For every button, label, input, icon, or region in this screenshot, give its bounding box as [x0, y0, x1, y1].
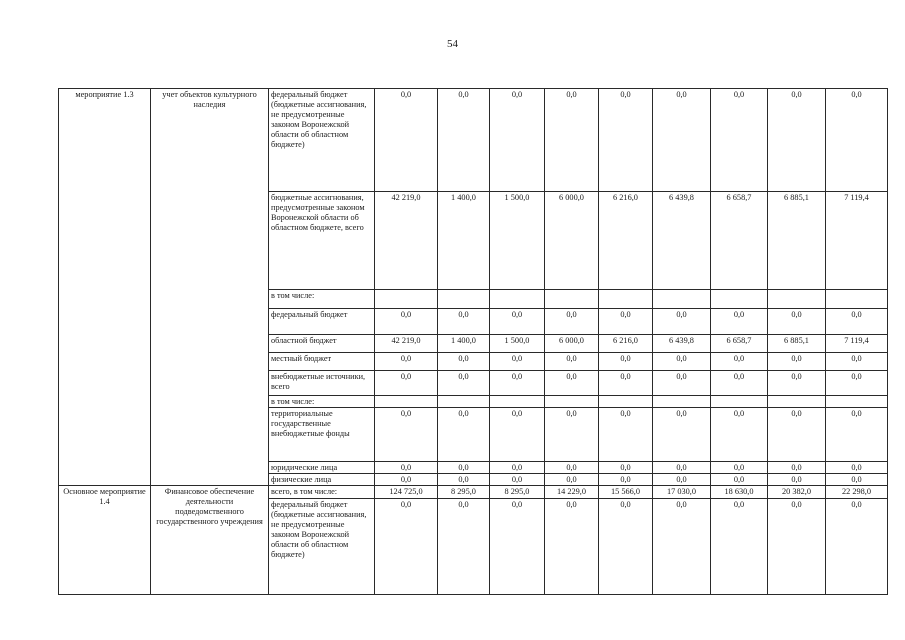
amount-cell	[653, 396, 711, 408]
budget-table-body	[59, 89, 888, 595]
amount-cell: 0,0	[826, 89, 888, 192]
amount-cell: 124 725,0	[375, 486, 438, 499]
amount-cell	[711, 290, 768, 309]
amount-cell: 0,0	[545, 89, 599, 192]
amount-cell: 6 000,0	[545, 335, 599, 353]
amount-cell: 0,0	[490, 474, 545, 486]
amount-cell: 0,0	[375, 474, 438, 486]
amount-cell: 0,0	[438, 462, 490, 474]
amount-cell: 0,0	[711, 462, 768, 474]
amount-cell: 0,0	[653, 408, 711, 462]
amount-cell	[653, 290, 711, 309]
table-row	[59, 89, 888, 192]
amount-cell: 0,0	[545, 474, 599, 486]
funding-source: федеральный бюджет	[269, 309, 375, 335]
amount-cell: 6 000,0	[545, 192, 599, 290]
amount-cell	[711, 396, 768, 408]
amount-cell: 0,0	[438, 353, 490, 371]
amount-cell: 0,0	[711, 474, 768, 486]
amount-cell: 6 658,7	[711, 335, 768, 353]
amount-cell: 0,0	[711, 309, 768, 335]
funding-source: юридические лица	[269, 462, 375, 474]
amount-cell: 0,0	[768, 309, 826, 335]
amount-cell: 0,0	[711, 408, 768, 462]
amount-cell: 0,0	[653, 309, 711, 335]
amount-cell: 0,0	[545, 499, 599, 595]
amount-cell: 0,0	[826, 353, 888, 371]
amount-cell: 0,0	[653, 474, 711, 486]
amount-cell: 0,0	[375, 89, 438, 192]
amount-cell: 0,0	[545, 371, 599, 396]
funding-source: в том числе:	[269, 396, 375, 408]
amount-cell	[826, 290, 888, 309]
amount-cell: 0,0	[545, 408, 599, 462]
amount-cell: 0,0	[768, 89, 826, 192]
amount-cell: 0,0	[653, 371, 711, 396]
amount-cell: 0,0	[375, 408, 438, 462]
amount-cell: 0,0	[599, 89, 653, 192]
measure-code: Основное мероприятие 1.4	[59, 486, 151, 595]
funding-source: в том числе:	[269, 290, 375, 309]
amount-cell: 1 500,0	[490, 335, 545, 353]
amount-cell: 0,0	[490, 499, 545, 595]
amount-cell: 0,0	[711, 353, 768, 371]
table-row	[59, 486, 888, 499]
amount-cell: 0,0	[826, 499, 888, 595]
amount-cell: 6 216,0	[599, 192, 653, 290]
amount-cell: 18 630,0	[711, 486, 768, 499]
amount-cell: 0,0	[490, 353, 545, 371]
amount-cell: 0,0	[768, 371, 826, 396]
amount-cell: 0,0	[711, 371, 768, 396]
amount-cell: 0,0	[826, 462, 888, 474]
amount-cell	[545, 396, 599, 408]
amount-cell: 7 119,4	[826, 192, 888, 290]
amount-cell: 7 119,4	[826, 335, 888, 353]
amount-cell: 42 219,0	[375, 192, 438, 290]
amount-cell: 6 885,1	[768, 335, 826, 353]
amount-cell: 6 216,0	[599, 335, 653, 353]
funding-source: федеральный бюджет (бюджетные ассигнования, не предусмотренные законом Воронежской области об областном бюджете)	[269, 89, 375, 192]
amount-cell: 0,0	[768, 408, 826, 462]
amount-cell: 0,0	[599, 462, 653, 474]
amount-cell: 0,0	[438, 408, 490, 462]
amount-cell: 6 439,8	[653, 335, 711, 353]
amount-cell: 0,0	[826, 371, 888, 396]
amount-cell	[375, 396, 438, 408]
amount-cell: 0,0	[826, 474, 888, 486]
page-number: 54	[447, 38, 458, 50]
amount-cell	[490, 290, 545, 309]
amount-cell: 1 500,0	[490, 192, 545, 290]
amount-cell: 0,0	[768, 499, 826, 595]
amount-cell: 0,0	[490, 462, 545, 474]
amount-cell: 0,0	[599, 371, 653, 396]
amount-cell: 8 295,0	[490, 486, 545, 499]
amount-cell: 0,0	[711, 499, 768, 595]
amount-cell: 0,0	[826, 309, 888, 335]
measure-code: мероприятие 1.3	[59, 89, 151, 486]
amount-cell: 0,0	[438, 474, 490, 486]
funding-source: федеральный бюджет (бюджетные ассигнования, не предусмотренные законом Воронежской области об областном бюджете)	[269, 499, 375, 595]
funding-source: территориальные государственные внебюджетные фонды	[269, 408, 375, 462]
amount-cell	[768, 290, 826, 309]
amount-cell: 0,0	[653, 353, 711, 371]
amount-cell	[490, 396, 545, 408]
amount-cell: 1 400,0	[438, 192, 490, 290]
amount-cell	[768, 396, 826, 408]
amount-cell: 22 298,0	[826, 486, 888, 499]
amount-cell: 0,0	[653, 89, 711, 192]
amount-cell	[599, 290, 653, 309]
budget-table	[58, 88, 888, 595]
amount-cell: 0,0	[438, 89, 490, 192]
funding-source: областной бюджет	[269, 335, 375, 353]
amount-cell: 0,0	[599, 499, 653, 595]
amount-cell: 14 229,0	[545, 486, 599, 499]
amount-cell: 6 439,8	[653, 192, 711, 290]
amount-cell: 0,0	[438, 371, 490, 396]
amount-cell: 0,0	[768, 462, 826, 474]
amount-cell	[375, 290, 438, 309]
funding-source: внебюджетные источники, всего	[269, 371, 375, 396]
measure-name: учет объектов культурного наследия	[151, 89, 269, 486]
amount-cell: 20 382,0	[768, 486, 826, 499]
amount-cell	[545, 290, 599, 309]
amount-cell: 42 219,0	[375, 335, 438, 353]
amount-cell: 1 400,0	[438, 335, 490, 353]
amount-cell	[599, 396, 653, 408]
amount-cell: 0,0	[438, 499, 490, 595]
funding-source: физические лица	[269, 474, 375, 486]
amount-cell: 0,0	[768, 474, 826, 486]
amount-cell	[826, 396, 888, 408]
amount-cell: 0,0	[375, 353, 438, 371]
amount-cell: 0,0	[490, 408, 545, 462]
amount-cell	[438, 396, 490, 408]
amount-cell: 0,0	[545, 353, 599, 371]
amount-cell: 0,0	[490, 371, 545, 396]
amount-cell: 0,0	[599, 474, 653, 486]
amount-cell: 0,0	[545, 309, 599, 335]
amount-cell: 0,0	[490, 309, 545, 335]
amount-cell: 0,0	[375, 499, 438, 595]
amount-cell: 0,0	[545, 462, 599, 474]
amount-cell: 0,0	[438, 309, 490, 335]
amount-cell: 0,0	[599, 408, 653, 462]
amount-cell: 0,0	[375, 309, 438, 335]
amount-cell: 0,0	[490, 89, 545, 192]
funding-source: бюджетные ассигнования, предусмотренные законом Воронежской области об областном бюджете, всего	[269, 192, 375, 290]
amount-cell: 0,0	[768, 353, 826, 371]
measure-name: Финансовое обеспечение деятельности подведомственного государственного учреждения	[151, 486, 269, 595]
amount-cell: 0,0	[826, 408, 888, 462]
amount-cell: 0,0	[711, 89, 768, 192]
amount-cell: 15 566,0	[599, 486, 653, 499]
amount-cell	[438, 290, 490, 309]
amount-cell: 0,0	[599, 353, 653, 371]
amount-cell: 6 658,7	[711, 192, 768, 290]
amount-cell: 6 885,1	[768, 192, 826, 290]
amount-cell: 0,0	[653, 462, 711, 474]
funding-source: всего, в том числе:	[269, 486, 375, 499]
amount-cell: 8 295,0	[438, 486, 490, 499]
amount-cell: 0,0	[375, 462, 438, 474]
funding-source: местный бюджет	[269, 353, 375, 371]
amount-cell: 0,0	[375, 371, 438, 396]
amount-cell: 17 030,0	[653, 486, 711, 499]
amount-cell: 0,0	[599, 309, 653, 335]
amount-cell: 0,0	[653, 499, 711, 595]
